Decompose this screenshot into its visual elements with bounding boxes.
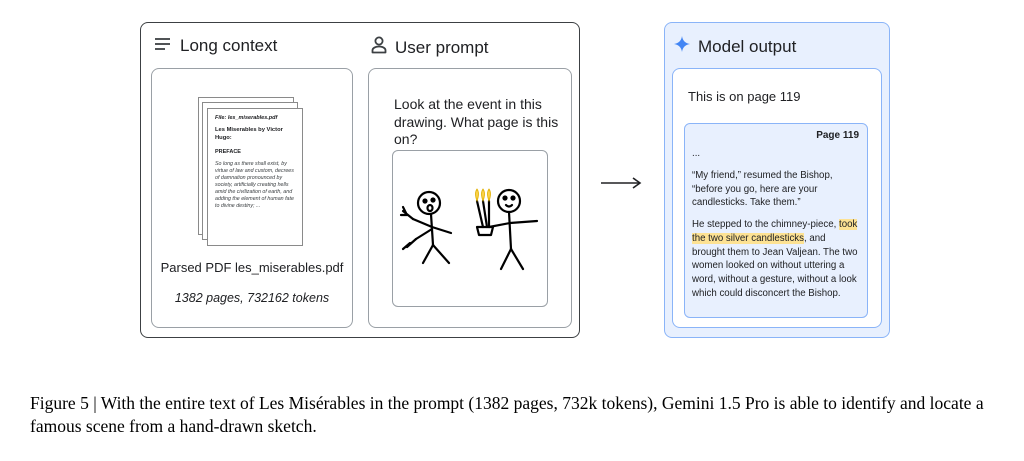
highlighted-text: took the two silver candlesticks <box>692 219 858 244</box>
arrow-right-icon <box>600 176 644 195</box>
model-output-title: Model output <box>698 36 797 56</box>
stick-figure-sketch <box>393 151 549 308</box>
person-icon <box>371 36 387 59</box>
sparkle-icon <box>674 36 690 57</box>
page-book-title: Les Miserables by Victor Hugo: <box>215 127 283 141</box>
page-preview <box>207 108 303 246</box>
quote-page-label: Page 119 <box>816 130 859 141</box>
quote-paragraph-1: “My friend,” resumed the Bishop, “before you go, here are your candlesticks. Take them.” <box>692 169 833 209</box>
page-body-text: So long as there shall exist, by virtue of law and custom, decrees of damnation pronounced by society, artificially creating hells amid the civilization of earth, and adding the element of human fate to divine destiny; ... <box>215 160 294 210</box>
document-name: Parsed PDF les_miserables.pdf <box>160 260 344 275</box>
quote-text-after: , and brought them to Jean Valjean. The two women looked on without uttering a word, without a gesture, without a look which could disconcert the Bishop. <box>692 232 858 299</box>
long-context-header <box>154 36 277 56</box>
user-prompt-header <box>371 36 489 59</box>
quote-text-before: He stepped to the chimney-piece, <box>692 219 840 231</box>
quote-text <box>692 147 861 301</box>
quote-ellipsis: ... <box>692 148 701 159</box>
user-prompt-title: User prompt <box>395 37 489 57</box>
quoted-passage <box>684 123 868 318</box>
menu-lines-icon <box>154 36 172 56</box>
model-output-header <box>674 36 796 57</box>
document-stats: 1382 pages, 732162 tokens <box>174 291 330 305</box>
figure-caption: Figure 5 | With the entire text of Les Misérables in the prompt (1382 pages, 732k tokens), Gemini 1.5 Pro is able to identify and locate a famous scene from a hand-drawn sketch. <box>30 393 984 436</box>
page-file-name: File: les_miserables.pdf <box>215 115 278 121</box>
prompt-text: Look at the event in this drawing. What page is this on? <box>394 96 559 147</box>
model-answer: This is on page 119 <box>688 89 801 104</box>
quote-paragraph-2 <box>692 218 861 301</box>
page-section: PREFACE <box>215 148 241 155</box>
sketch-image <box>392 150 548 307</box>
long-context-title: Long context <box>180 36 278 55</box>
